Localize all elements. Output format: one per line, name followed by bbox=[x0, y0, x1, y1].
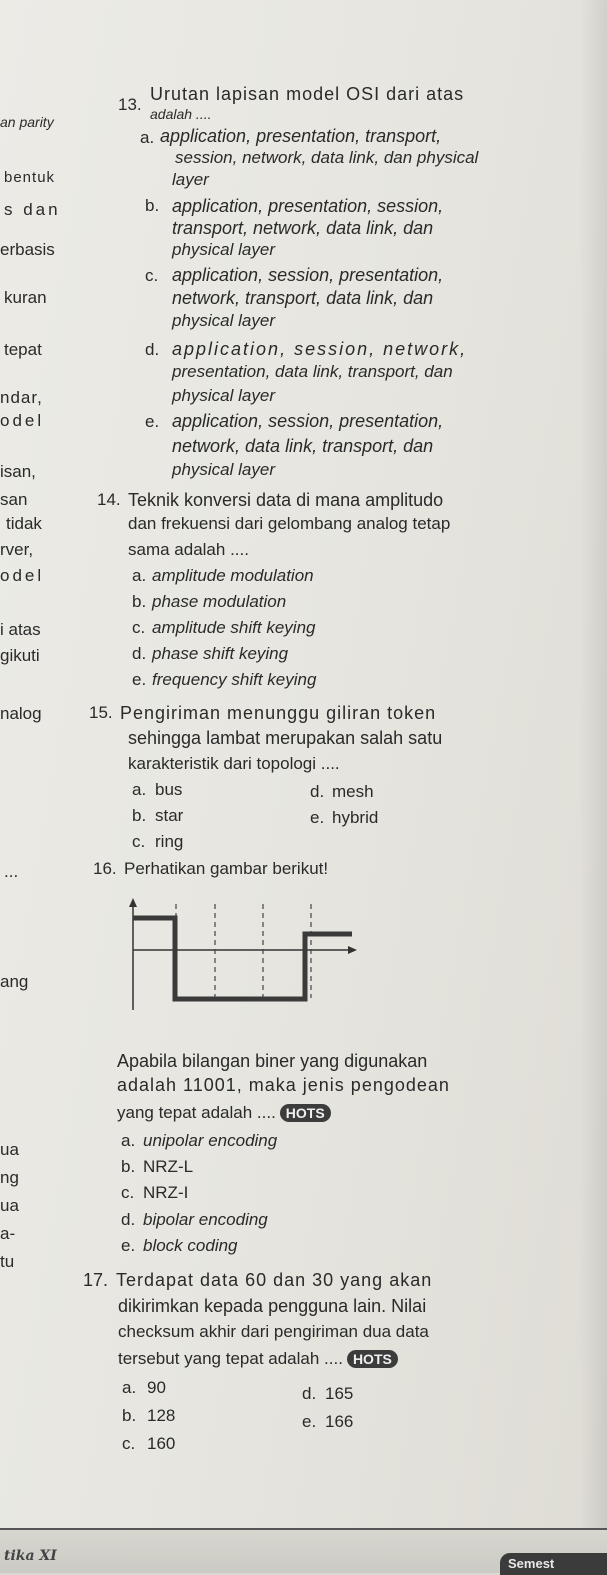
left-fragment: bentuk bbox=[4, 169, 56, 186]
option-label: a. bbox=[132, 780, 147, 799]
question-number: 16. bbox=[93, 859, 117, 878]
left-fragment: san bbox=[0, 490, 28, 509]
option-text: layer bbox=[172, 170, 209, 189]
left-fragment: nalog bbox=[0, 704, 42, 723]
option-label: c. bbox=[121, 1183, 135, 1202]
bit-dividers bbox=[176, 904, 311, 998]
option-text: bus bbox=[155, 780, 183, 799]
option-label: d. bbox=[145, 340, 160, 359]
option-text: 165 bbox=[325, 1384, 354, 1403]
option-label: d. bbox=[132, 644, 147, 663]
option-label: b. bbox=[132, 806, 147, 825]
option-text: physical layer bbox=[172, 240, 275, 259]
option-text: amplitude shift keying bbox=[152, 618, 316, 637]
option-text: amplitude modulation bbox=[152, 566, 314, 585]
left-fragment: kuran bbox=[4, 288, 47, 307]
footer-subject: tika XI bbox=[4, 1548, 57, 1564]
question-text: Teknik konversi data di mana amplitudo bbox=[128, 490, 444, 510]
question-text: karakteristik dari topologi .... bbox=[128, 754, 340, 773]
option-text: application, presentation, transport, bbox=[160, 126, 442, 146]
option-text: 166 bbox=[325, 1412, 354, 1431]
option-text: session, network, data link, dan physical bbox=[175, 148, 479, 167]
question-text: Pengiriman menunggu giliran token bbox=[120, 703, 437, 723]
option-text: physical layer bbox=[172, 386, 275, 405]
left-fragment: ... bbox=[4, 862, 19, 881]
option-text: application, presentation, session, bbox=[172, 196, 444, 216]
left-fragment: odel bbox=[0, 411, 45, 430]
option-text: network, transport, data link, dan bbox=[172, 288, 434, 308]
option-text: hybrid bbox=[332, 808, 379, 827]
option-label: d. bbox=[310, 782, 325, 801]
option-label: c. bbox=[132, 832, 146, 851]
question-number: 15. bbox=[89, 703, 113, 722]
question-text-line bbox=[117, 1103, 331, 1123]
option-text: 128 bbox=[147, 1406, 176, 1425]
option-text: star bbox=[155, 806, 184, 825]
option-label: c. bbox=[145, 266, 159, 285]
option-text: transport, network, data link, dan bbox=[172, 218, 434, 238]
option-label: a. bbox=[121, 1131, 136, 1150]
left-fragment: ndar, bbox=[0, 388, 43, 407]
option-label: d. bbox=[121, 1210, 136, 1229]
question-text: yang tepat adalah .... bbox=[117, 1103, 276, 1122]
option-text: 160 bbox=[147, 1434, 176, 1453]
left-fragment: rver, bbox=[0, 540, 34, 559]
option-text: NRZ-L bbox=[143, 1157, 194, 1176]
option-text: network, data link, transport, dan bbox=[172, 436, 434, 456]
left-fragment: ua bbox=[0, 1140, 19, 1159]
question-number: 13. bbox=[118, 95, 142, 114]
signal-waveform-diagram bbox=[125, 898, 365, 1010]
question-text: checksum akhir dari pengiriman dua data bbox=[118, 1322, 429, 1341]
option-text: application, session, network, bbox=[172, 339, 468, 359]
left-fragment: a- bbox=[0, 1224, 16, 1243]
question-text: sehingga lambat merupakan salah satu bbox=[128, 728, 443, 748]
question-text: Perhatikan gambar berikut! bbox=[124, 859, 329, 878]
option-label: e. bbox=[302, 1412, 317, 1431]
left-fragment: gikuti bbox=[0, 646, 40, 665]
option-text: NRZ-I bbox=[143, 1183, 189, 1202]
left-fragment: s dan bbox=[4, 200, 61, 219]
left-fragment: an parity bbox=[0, 114, 54, 130]
page-shadow bbox=[579, 0, 607, 1573]
left-fragment: odel bbox=[0, 566, 45, 585]
option-label: c. bbox=[122, 1434, 136, 1453]
question-number: 17. bbox=[83, 1270, 109, 1290]
option-text: physical layer bbox=[172, 460, 275, 479]
option-text: 90 bbox=[147, 1378, 166, 1397]
x-axis-arrow bbox=[348, 946, 357, 954]
option-label: e. bbox=[310, 808, 325, 827]
left-fragment: ang bbox=[0, 972, 29, 991]
left-fragment: tu bbox=[0, 1252, 15, 1271]
option-text: ring bbox=[155, 832, 184, 851]
question-text-line bbox=[118, 1349, 398, 1369]
question-text: Terdapat data 60 dan 30 yang akan bbox=[116, 1270, 433, 1290]
option-label: b. bbox=[145, 196, 160, 215]
option-label: a. bbox=[132, 566, 147, 585]
question-text: adalah .... bbox=[150, 106, 212, 122]
hots-badge: HOTS bbox=[347, 1350, 398, 1368]
option-label: a. bbox=[140, 128, 155, 147]
left-fragment: ua bbox=[0, 1196, 19, 1215]
option-label: b. bbox=[132, 592, 147, 611]
option-text: application, session, presentation, bbox=[172, 411, 444, 431]
footer-semester-tab: Semest bbox=[500, 1553, 607, 1575]
question-text: dan frekuensi dari gelombang analog tetap bbox=[128, 514, 451, 533]
question-text: Urutan lapisan model OSI dari atas bbox=[150, 84, 465, 104]
option-text: phase modulation bbox=[152, 592, 287, 611]
option-text: mesh bbox=[332, 782, 374, 801]
hots-badge: HOTS bbox=[280, 1104, 331, 1122]
option-text: frequency shift keying bbox=[152, 670, 317, 689]
option-text: unipolar encoding bbox=[143, 1131, 278, 1150]
left-fragment: erbasis bbox=[0, 240, 55, 259]
left-fragment: ng bbox=[0, 1168, 19, 1187]
left-fragment: isan, bbox=[0, 462, 36, 481]
option-text: presentation, data link, transport, dan bbox=[172, 362, 453, 381]
option-text: phase shift keying bbox=[152, 644, 289, 663]
option-text: physical layer bbox=[172, 311, 275, 330]
option-label: d. bbox=[302, 1384, 317, 1403]
option-text: block coding bbox=[143, 1236, 238, 1255]
question-text: adalah 11001, maka jenis pengodean bbox=[117, 1075, 450, 1095]
option-label: e. bbox=[121, 1236, 136, 1255]
signal-line bbox=[133, 918, 352, 999]
option-label: b. bbox=[122, 1406, 137, 1425]
y-axis-arrow bbox=[129, 898, 137, 907]
left-fragment: tidak bbox=[6, 514, 42, 533]
left-fragment: i atas bbox=[0, 620, 41, 639]
option-text: application, session, presentation, bbox=[172, 265, 444, 285]
option-label: e. bbox=[145, 412, 160, 431]
option-label: b. bbox=[121, 1157, 136, 1176]
left-fragment: tepat bbox=[4, 340, 42, 359]
question-text: tersebut yang tepat adalah .... bbox=[118, 1349, 343, 1368]
question-text: dikirimkan kepada pengguna lain. Nilai bbox=[118, 1296, 427, 1316]
question-text: sama adalah .... bbox=[128, 540, 249, 559]
option-label: a. bbox=[122, 1378, 137, 1397]
option-text: bipolar encoding bbox=[143, 1210, 268, 1229]
option-label: c. bbox=[132, 618, 146, 637]
option-label: e. bbox=[132, 670, 147, 689]
question-text: Apabila bilangan biner yang digunakan bbox=[117, 1051, 428, 1071]
question-number: 14. bbox=[97, 490, 121, 509]
